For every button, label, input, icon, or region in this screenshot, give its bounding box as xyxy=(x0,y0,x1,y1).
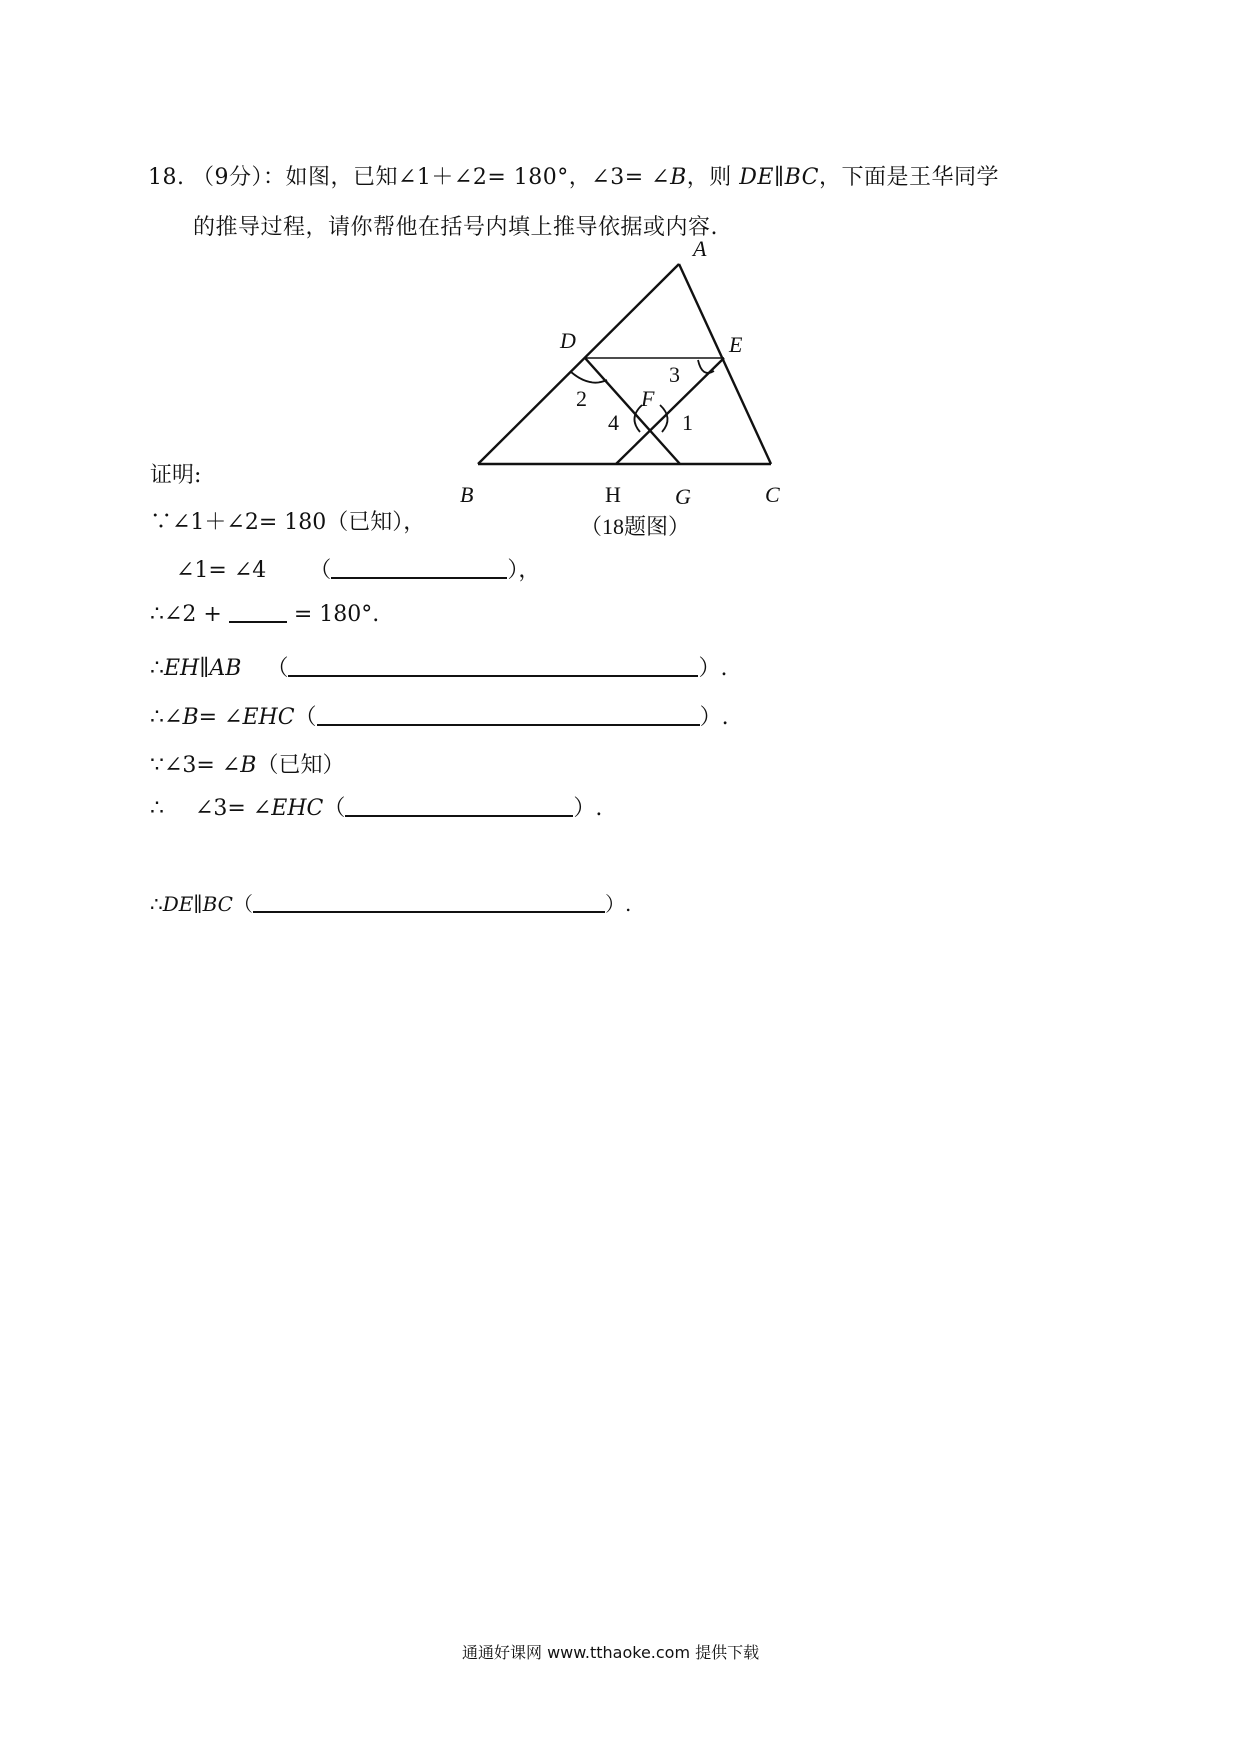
therefore-symbol: ∴ xyxy=(150,796,164,821)
point-label-g: G xyxy=(675,484,691,509)
therefore-symbol: ∴ xyxy=(150,892,163,916)
point-label-d: D xyxy=(560,328,576,353)
proof-step-8-statement: DE∥BC xyxy=(162,892,233,916)
angle-label-1: 1 xyxy=(682,410,693,435)
point-label-e: E xyxy=(729,332,743,357)
paren-close: ）. xyxy=(573,796,603,821)
proof-step-4 xyxy=(150,651,727,682)
paren-close: ）， xyxy=(507,558,541,583)
figure-caption: （18题图） xyxy=(580,514,691,539)
point-label-f: F xyxy=(641,386,655,411)
point-label-c: C xyxy=(765,482,780,507)
question-points: （9分）： xyxy=(192,165,286,190)
point-label-b: B xyxy=(460,482,474,507)
paren-close: ）. xyxy=(699,705,729,730)
answer-blank-2[interactable] xyxy=(229,603,287,623)
paren-open: （ xyxy=(232,892,253,916)
proof-step-3 xyxy=(150,602,379,627)
geometry-figure xyxy=(440,232,820,542)
therefore-symbol: ∴ xyxy=(150,656,164,681)
question-stem-angle-b: B xyxy=(670,165,687,190)
therefore-symbol: ∴∠ xyxy=(150,705,183,730)
proof-step-8 xyxy=(150,888,631,917)
proof-step-6-reason: （已知） xyxy=(256,753,345,778)
segment-ab xyxy=(478,264,679,464)
answer-blank-1[interactable] xyxy=(331,559,507,579)
question-stem-parallel: DE∥BC xyxy=(739,165,820,190)
proof-step-7-text: ∠3= ∠ xyxy=(195,796,272,821)
proof-step-1: ∵∠1＋∠2= 180（已知）， xyxy=(150,510,426,535)
question-stem-text-3: ，下面是王华同学 xyxy=(819,165,1000,190)
proof-step-3-text-2: = 180°. xyxy=(293,602,380,627)
answer-blank-4[interactable] xyxy=(317,706,700,726)
question-number: 18. xyxy=(148,165,185,190)
footer-text: 通通好课网 www.tthaoke.com 提供下载 xyxy=(462,1643,760,1662)
proof-step-7 xyxy=(150,791,602,822)
proof-step-4-statement: EH∥AB xyxy=(164,656,242,681)
paren-open: （ xyxy=(294,705,317,730)
angle-label-2: 2 xyxy=(576,386,587,411)
paren-close: ）. xyxy=(604,892,632,916)
angle-label-3: 3 xyxy=(669,362,680,387)
question-stem-text-2: ，则 xyxy=(686,165,740,190)
answer-blank-6[interactable] xyxy=(253,893,605,913)
point-label-h: H xyxy=(605,482,621,507)
proof-label: 证明: xyxy=(150,463,202,488)
point-label-a: A xyxy=(693,236,707,261)
question-stem-text: 如图，已知∠1＋∠2= 180°，∠3= ∠ xyxy=(285,165,671,190)
paren-close: ）. xyxy=(698,656,728,681)
proof-step-2 xyxy=(176,553,540,584)
angle-label-4: 4 xyxy=(608,410,619,435)
answer-blank-3[interactable] xyxy=(288,657,698,677)
proof-step-2-text: ∠1= ∠4 xyxy=(176,558,267,583)
proof-step-3-text: ∴∠2 + xyxy=(150,602,222,627)
question-stem-line2: 的推导过程，请你帮他在括号内填上推导依据或内容. xyxy=(193,215,718,240)
proof-step-6-text: ∵∠3= ∠ xyxy=(150,753,241,778)
question-stem-line1 xyxy=(148,160,999,191)
paren-open: （ xyxy=(266,656,289,681)
paren-open: （ xyxy=(323,796,346,821)
proof-step-6-angle-b: B xyxy=(240,753,257,778)
proof-step-5-statement: B= ∠EHC xyxy=(182,705,295,730)
answer-blank-5[interactable] xyxy=(345,797,573,817)
proof-step-5 xyxy=(150,700,729,731)
paren-open: （ xyxy=(309,558,332,583)
proof-step-7-statement: EHC xyxy=(271,796,324,821)
proof-step-6 xyxy=(150,748,344,779)
